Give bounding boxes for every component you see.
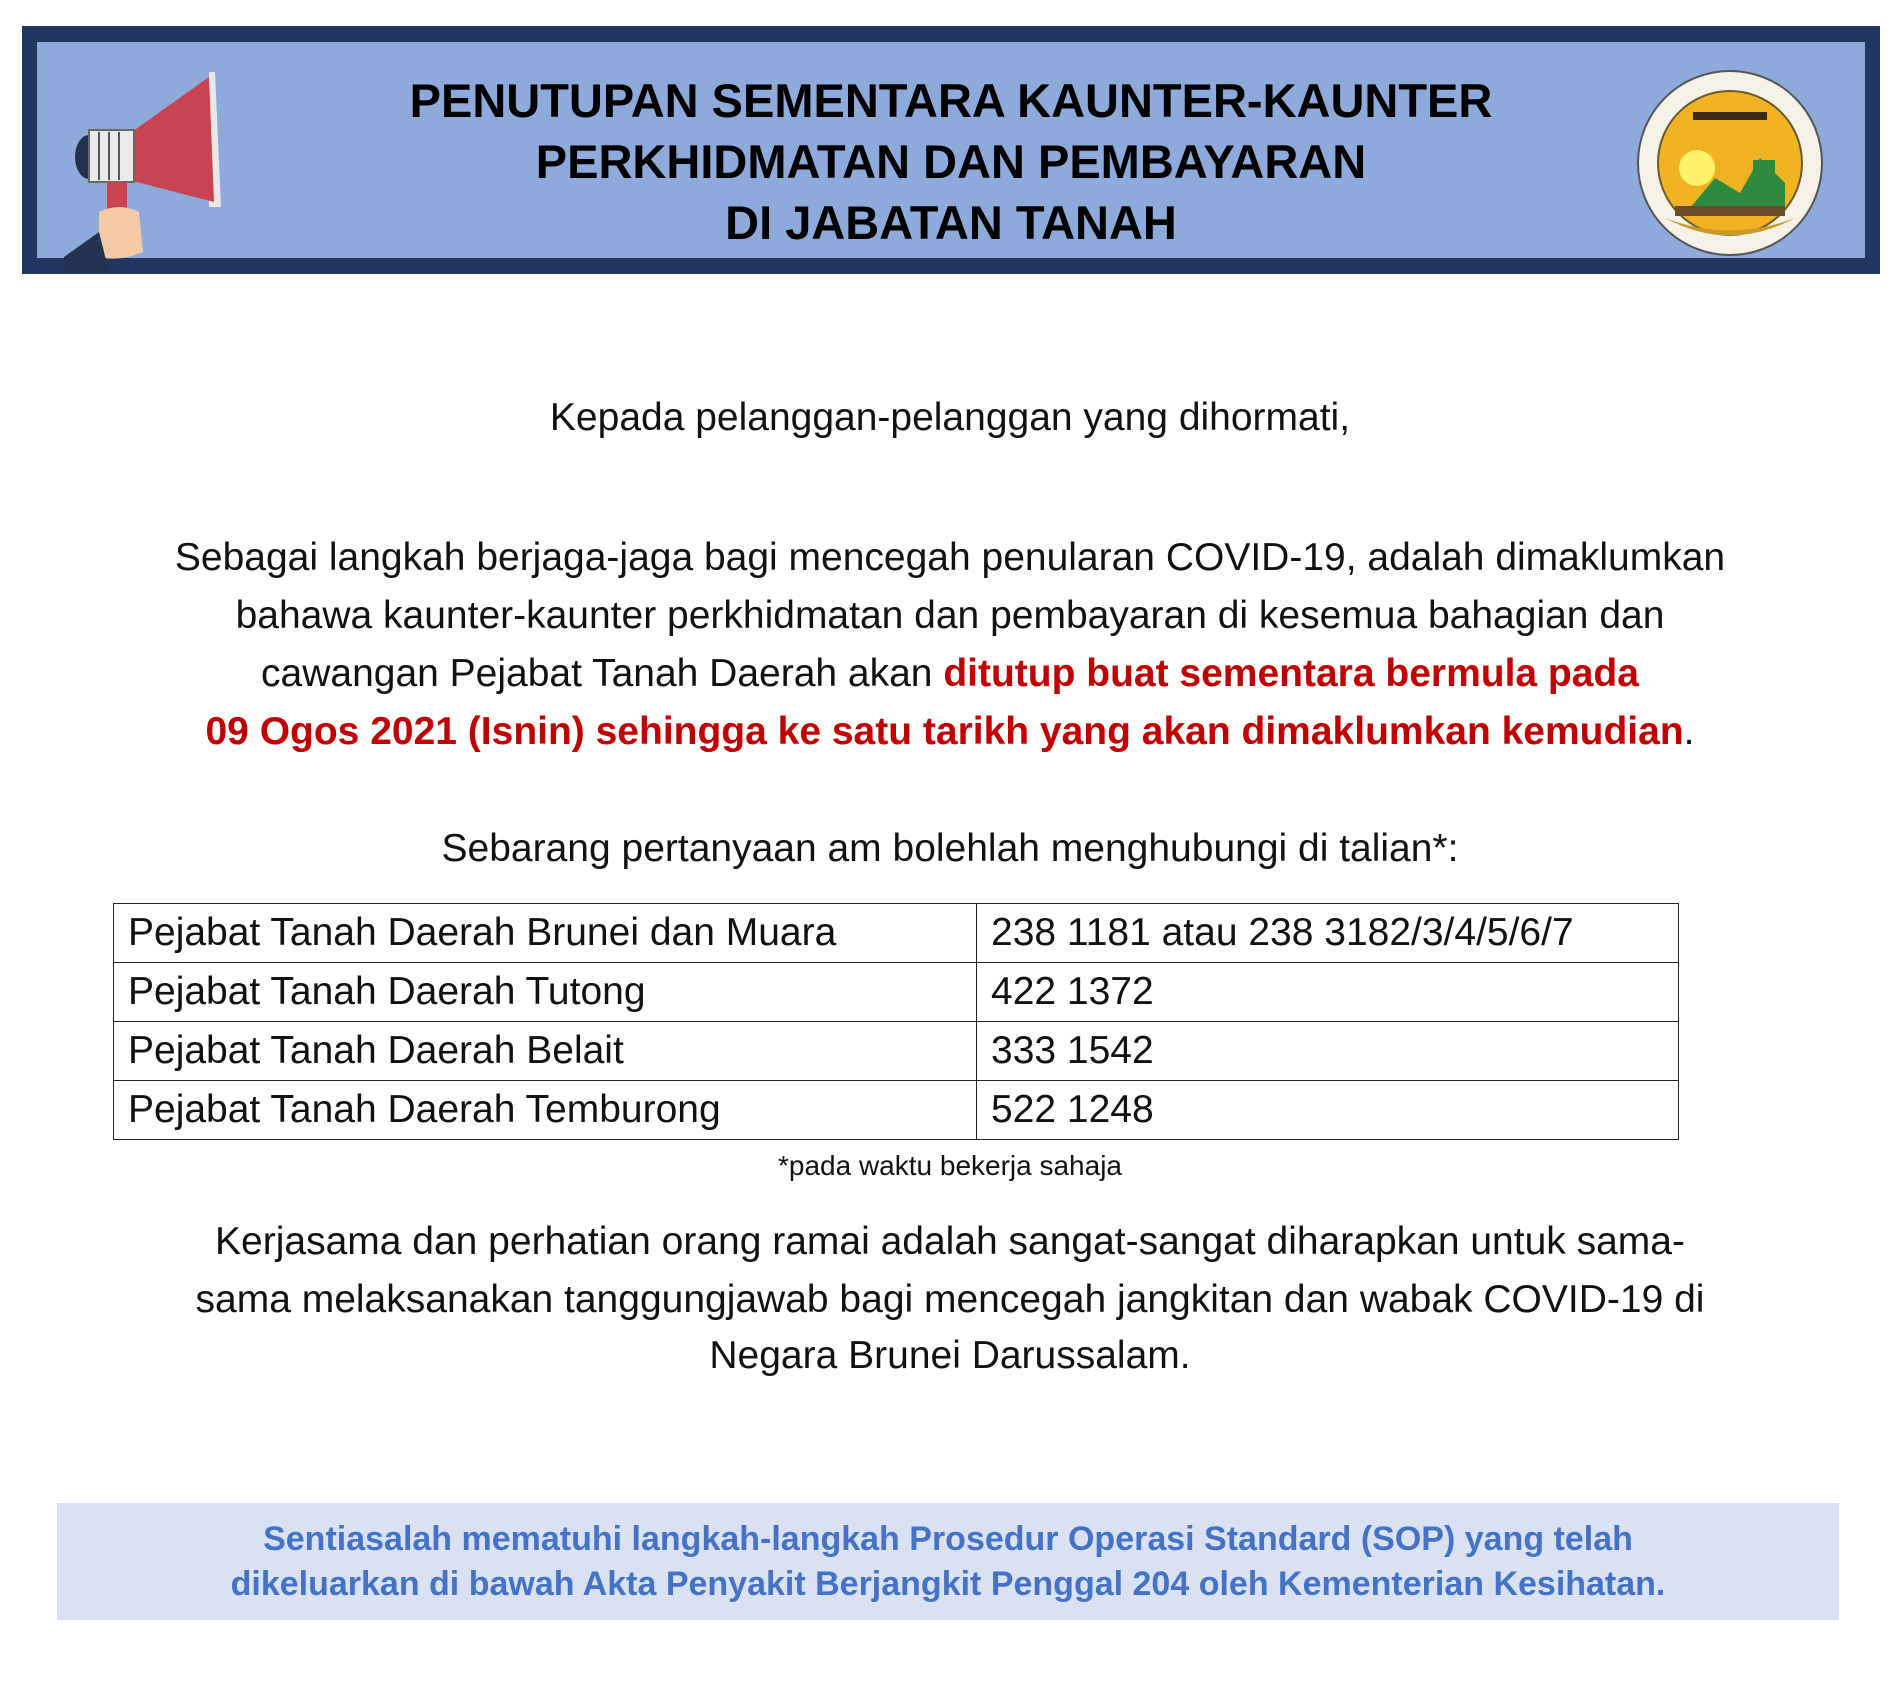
table-row — [114, 904, 1679, 963]
announcement-line-2: bahawa kaunter-kaunter perkhidmatan dan pembayaran di kesemua bahagian dan — [235, 594, 1665, 637]
title-line-3: DI JABATAN TANAH — [725, 196, 1177, 249]
announcement-line-3 — [0, 645, 1900, 703]
title-line-2: PERKHIDMATAN DAN PEMBAYARAN — [535, 135, 1367, 188]
phone-number: 422 1372 — [977, 963, 1679, 1022]
contact-table — [113, 903, 1679, 1140]
office-name: Pejabat Tanah Daerah Belait — [114, 1022, 977, 1081]
table-row — [114, 1081, 1679, 1140]
megaphone-icon — [59, 62, 249, 272]
closing-line-3: Negara Brunei Darussalam. — [709, 1334, 1191, 1377]
header-banner — [22, 26, 1880, 274]
header-inner — [37, 42, 1865, 258]
page-title — [297, 70, 1605, 253]
jabatan-tanah-logo — [1635, 68, 1825, 258]
announcement-line-1: Sebagai langkah berjaga-jaga bagi mencegah penularan COVID-19, adalah dimaklumkan — [174, 536, 1726, 579]
period: . — [1683, 710, 1695, 753]
office-name: Pejabat Tanah Daerah Brunei dan Muara — [114, 904, 977, 963]
table-row — [114, 963, 1679, 1022]
closing-line-2: sama melaksanakan tanggungjawab bagi mencegah jangkitan dan wabak COVID-19 di — [195, 1278, 1705, 1321]
title-line-1: PENUTUPAN SEMENTARA KAUNTER-KAUNTER — [409, 74, 1493, 127]
closing-line-1: Kerjasama dan perhatian orang ramai adalah sangat-sangat diharapkan untuk sama- — [215, 1220, 1685, 1263]
announcement-line-4 — [0, 703, 1900, 761]
phone-number: 522 1248 — [977, 1081, 1679, 1140]
announcement-text: cawangan Pejabat Tanah Daerah akan — [261, 652, 944, 695]
office-name: Pejabat Tanah Daerah Temburong — [114, 1081, 977, 1140]
contact-intro: Sebarang pertanyaan am bolehlah menghubungi di talian*: — [441, 827, 1459, 870]
office-name: Pejabat Tanah Daerah Tutong — [114, 963, 977, 1022]
greeting: Kepada pelanggan-pelanggan yang dihormati, — [549, 396, 1351, 439]
phone-number: 333 1542 — [977, 1022, 1679, 1081]
closure-date-highlight: 09 Ogos 2021 (Isnin) sehingga ke satu tarikh yang akan dimaklumkan kemudian — [205, 710, 1684, 753]
sop-line-2: dikeluarkan di bawah Akta Penyakit Berjangkit Penggal 204 oleh Kementerian Kesihatan. — [230, 1565, 1666, 1603]
sop-notice — [57, 1503, 1839, 1620]
sop-line-1: Sentiasalah mematuhi langkah-langkah Prosedur Operasi Standard (SOP) yang telah — [263, 1520, 1633, 1558]
footnote: *pada waktu bekerja sahaja — [777, 1150, 1122, 1181]
closure-highlight: ditutup buat sementara bermula pada — [943, 652, 1639, 695]
phone-number: 238 1181 atau 238 3182/3/4/5/6/7 — [977, 904, 1679, 963]
table-row — [114, 1022, 1679, 1081]
